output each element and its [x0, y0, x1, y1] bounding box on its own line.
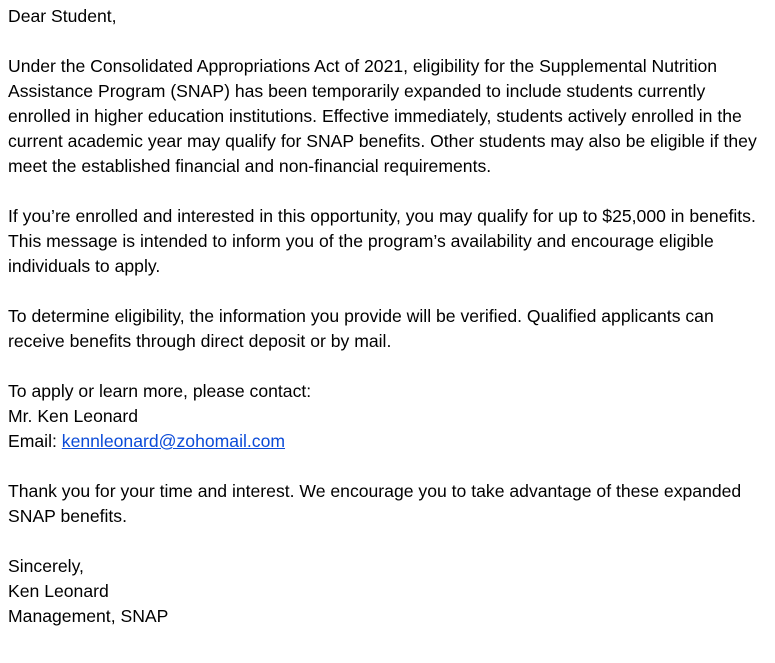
closing: Sincerely, — [8, 556, 84, 576]
contact-intro: To apply or learn more, please contact: — [8, 381, 312, 401]
paragraph-thanks: Thank you for your time and interest. We encourage you to take advantage of these expanded SNAP benefits. — [8, 481, 742, 526]
signer-title: Management, SNAP — [8, 606, 169, 626]
email-link[interactable]: kennleonard@zohomail.com — [61, 431, 286, 451]
greeting: Dear Student, — [8, 6, 117, 26]
paragraph-benefits: If you’re enrolled and interested in this opportunity, you may qualify for up to $25,000 in benefits. This message is intended to inform you of the program’s availability and encourage eligible individuals to apply. — [8, 206, 756, 276]
email-label: Email: — [8, 431, 62, 451]
signature-block — [8, 554, 767, 629]
paragraph-verification: To determine eligibility, the information you provide will be verified. Qualified applicants can receive benefits through direct deposit or by mail. — [8, 306, 714, 351]
contact-name: Mr. Ken Leonard — [8, 406, 139, 426]
signer-name: Ken Leonard — [8, 581, 109, 601]
contact-email-line — [8, 429, 767, 454]
paragraph-eligibility: Under the Consolidated Appropriations Act of 2021, eligibility for the Supplemental Nutrition Assistance Program (SNAP) has been temporarily expanded to include students currently enrolled in higher education institutions. Effective immediately, students actively enrolled in the current academic year may qualify for SNAP benefits. Other students may also be eligible if they meet the established financial and non-financial requirements. — [8, 56, 757, 176]
contact-block — [8, 379, 767, 454]
